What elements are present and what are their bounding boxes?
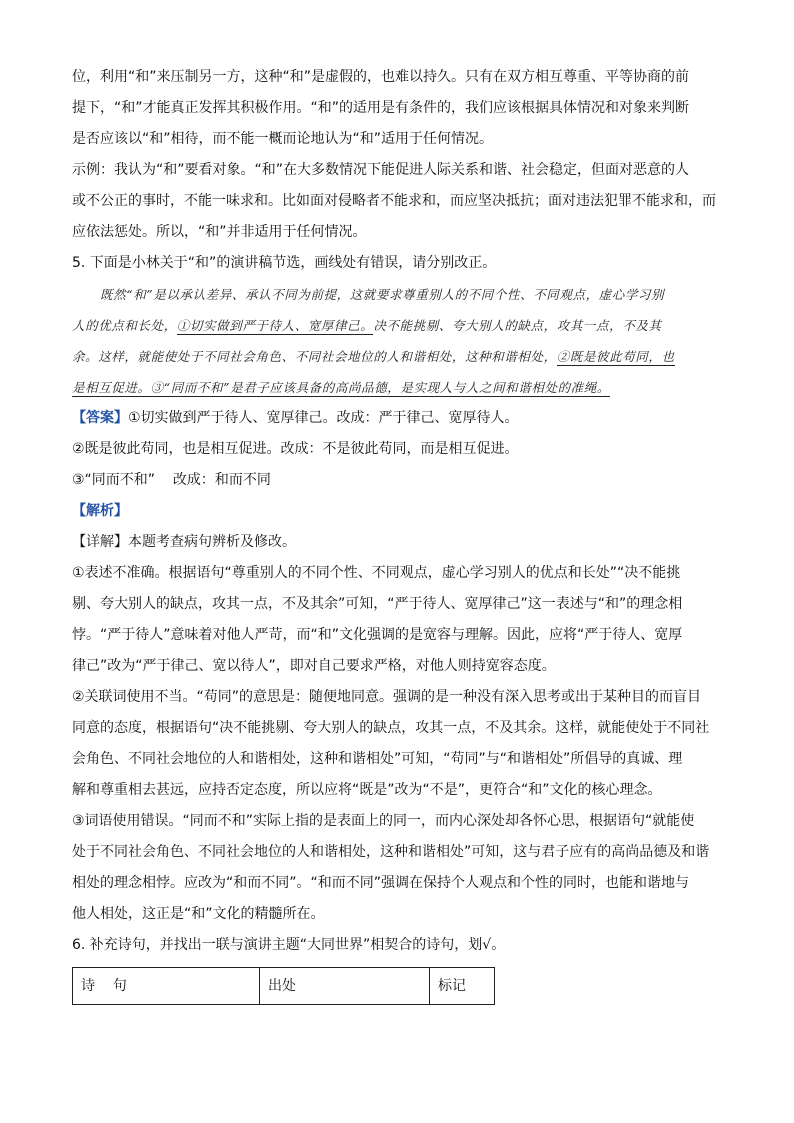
text-line: 示例：我认为“和”要看对象。“和”在大多数情况下能促进人际关系和谐、社会稳定，但面对恶意的人 [72, 162, 690, 178]
detail-intro: 本题考查病句辨析及修改。 [128, 534, 296, 550]
intro-paragraph [72, 62, 722, 155]
excerpt-text: 决不能挑剔、夸大别人的缺点，攻其一点，不及其 [373, 318, 662, 333]
text-line: ③词语使用错误。“同而不和”实际上指的是表面上的同一，而内心深处却各怀心思，根据语句“就能使 [72, 813, 695, 829]
answer-line [72, 403, 722, 434]
text-line: ①表述不准确。根据语句“尊重别人的不同个性、不同观点，虚心学习别人的优点和长处”“决不能挑 [72, 565, 681, 581]
text-line: 剔、夸大别人的缺点，攻其一点，不及其余”可知，“严于待人、宽厚律己”这一表述与“和”的理念相 [72, 596, 683, 612]
answer-tag: 【答案】 [72, 410, 128, 426]
explanation-3 [72, 806, 722, 930]
text-line: 提下，“和”才能真正发挥其积极作用。“和”的适用是有条件的，我们应该根据具体情况和对象来判断 [72, 100, 690, 116]
column-header-source: 出处 [260, 968, 430, 1005]
poem-table [72, 967, 495, 1005]
underlined-error-1: ①切实做到严于待人、宽厚律己。 [176, 318, 374, 333]
underlined-error-2: ②既是彼此苟同，也 [556, 349, 675, 364]
text-line: 律己”改为“严于律己、宽以待人”，即对自己要求严格，对他人则持宽容态度。 [72, 658, 556, 674]
analysis-tag: 【解析】 [72, 503, 128, 519]
text-line: ②关联词使用不当。“苟同”的意思是：随便地同意。强调的是一种没有深入思考或出于某种目的而盲目 [72, 689, 702, 705]
text-line: 应依法惩处。所以，“和”并非适用于任何情况。 [72, 224, 367, 240]
answer-line: ②既是彼此苟同，也是相互促进。改成：不是彼此苟同，而是相互促进。 [72, 441, 519, 457]
excerpt-text: 人的优点和长处， [72, 318, 177, 333]
text-line: 或不公正的事时，不能一味求和。比如面对侵略者不能求和，而应坚决抵抗；面对违法犯罪不能求和，而 [72, 193, 716, 209]
excerpt-text: 余。这样，就能使处于不同社会角色、不同社会地位的人和谐相处，这种和谐相处， [72, 349, 557, 364]
text-line: 相处的理念相悖。应改为“和而不同”。“和而不同”强调在保持个人观点和个性的同时，也能和谐地与 [72, 875, 690, 891]
column-header-poem: 诗 句 [73, 968, 260, 1005]
text-line: 会角色、不同社会地位的人和谐相处，这种和谐相处”可知，“苟同”与“和谐相处”所倡导的真诚、理 [72, 751, 683, 767]
text-line: 位，利用“和”来压制另一方，这种“和”是虚假的，也难以持久。只有在双方相互尊重、平等协商的前 [72, 69, 690, 85]
column-header-mark: 标记 [430, 968, 495, 1005]
speech-excerpt [72, 279, 722, 403]
text-line: 悖。“严于待人”意味着对他人严苛，而“和”文化强调的是宽容与理解。因此，应将“严于待人、宽厚 [72, 627, 683, 643]
explanation-1 [72, 558, 722, 682]
excerpt-line [72, 341, 722, 372]
table-header-row [73, 968, 495, 1005]
question-5 [72, 248, 722, 930]
document-page [72, 62, 722, 1005]
underlined-error-3: 是相互促进。③“同而不和”是君子应该具备的高尚品德，是实现人与人之间和谐相处的准绳。 [72, 380, 610, 395]
text-line: 同意的态度，根据语句“决不能挑剔、夸大别人的缺点，攻其一点，不及其余。这样，就能使处于不同社 [72, 720, 710, 736]
detail-tag: 【详解】 [72, 534, 128, 550]
detail-line [72, 527, 722, 558]
excerpt-line [72, 372, 722, 403]
text-line: 是否应该以“和”相待，而不能一概而论地认为“和”适用于任何情况。 [72, 131, 494, 147]
explanation-2 [72, 682, 722, 806]
text-line: 解和尊重相去甚远，应持否定态度，所以应将“既是”改为“不是”，更符合“和”文化的核心理念。 [72, 782, 662, 798]
answer-text: ①切实做到严于待人、宽厚律己。改成：严于律己、宽厚待人。 [128, 410, 519, 426]
question-title: 6. 补充诗句，并找出一联与演讲主题“大同世界”相契合的诗句，划√。 [72, 937, 506, 953]
question-title: 5. 下面是小林关于“和”的演讲稿节选，画线处有错误，请分别改正。 [72, 255, 497, 271]
excerpt-line: 既然“和”是以承认差异、承认不同为前提，这就要求尊重别人的不同个性、不同观点，虚心学习别 [100, 287, 665, 302]
answer-line: ③“同而不和” 改成：和而不同 [72, 472, 271, 488]
excerpt-line [72, 310, 722, 341]
text-line: 处于不同社会角色、不同社会地位的人和谐相处，这种和谐相处”可知，这与君子应有的高尚品德及和谐 [72, 844, 710, 860]
example-paragraph [72, 155, 722, 248]
text-line: 他人相处，这正是“和”文化的精髓所在。 [72, 906, 325, 922]
question-6 [72, 930, 722, 1005]
